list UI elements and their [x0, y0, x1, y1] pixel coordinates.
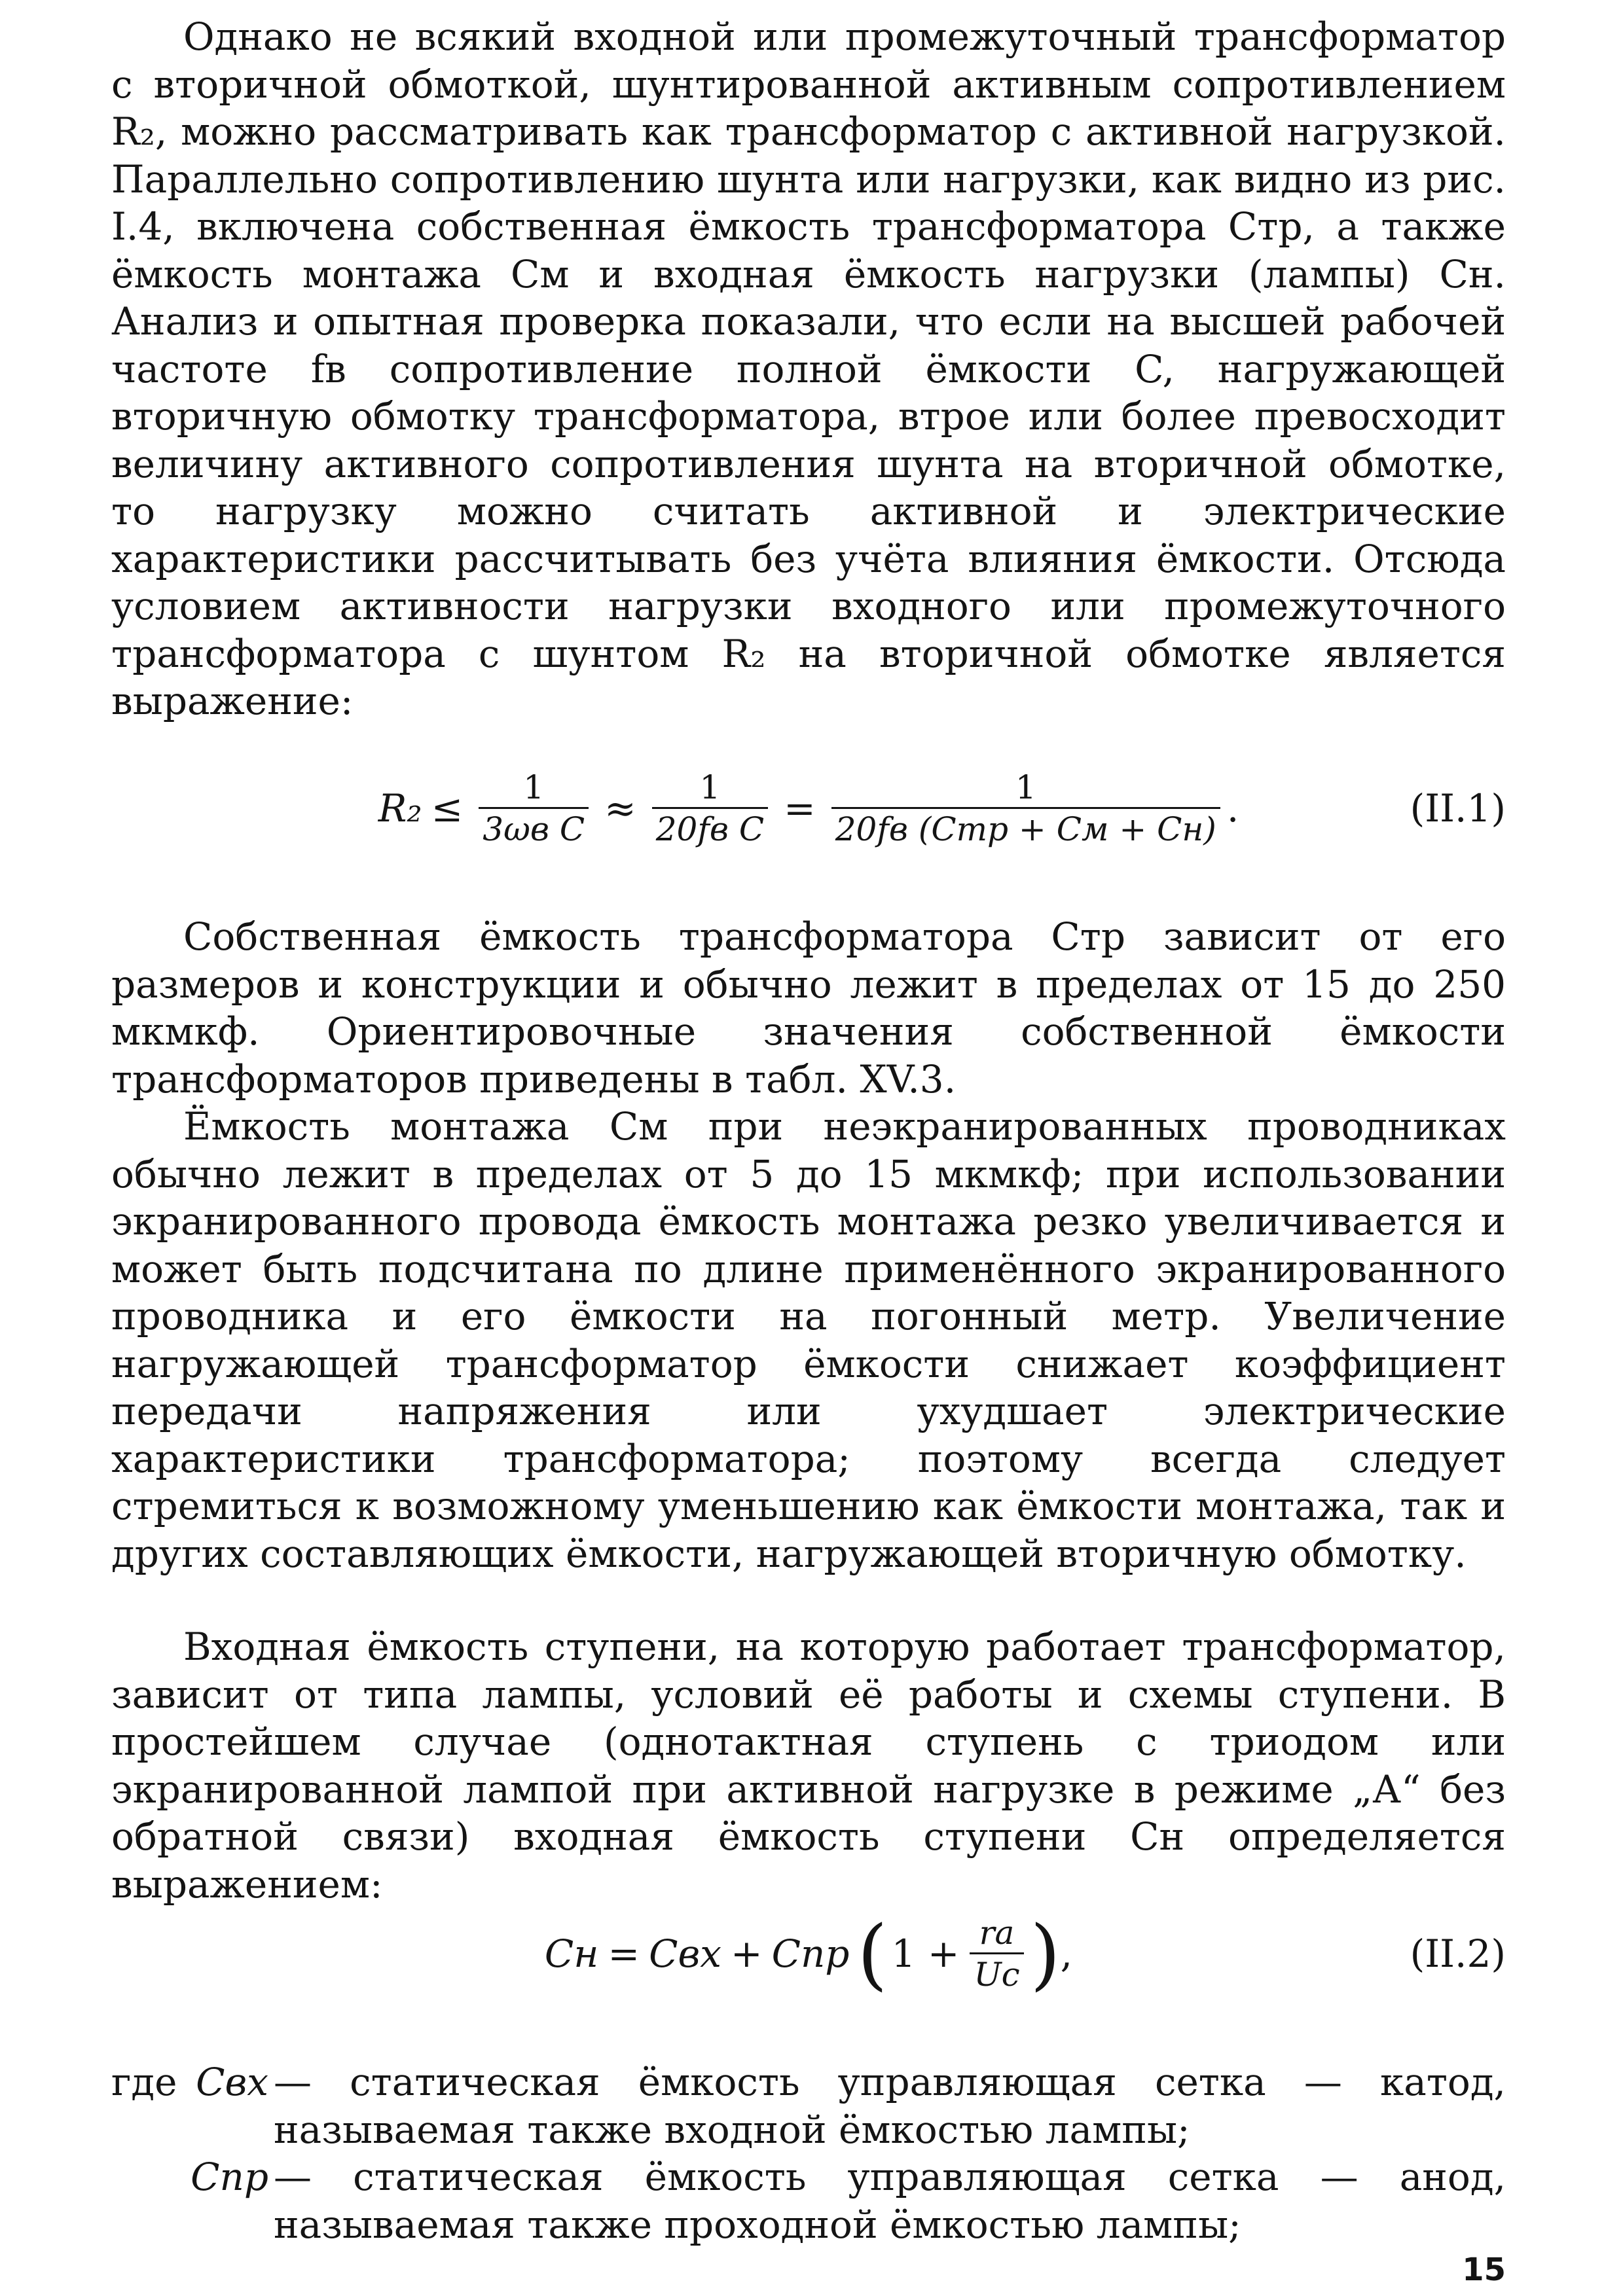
definition-2 — [111, 2153, 1506, 2248]
eq2-lhs: Cн — [544, 1931, 599, 1976]
paragraph-2: Собственная ёмкость трансформатора Cтр зависит от его размеров и конструкции и обычно лежит в пределах от 15 до 250 мкмкф. Ориентировочные значения собственной ёмкости трансформаторов приведены в табл. XV.3. — [111, 914, 1506, 1102]
eq2-number: (II.2) — [1410, 1931, 1506, 1976]
eq1-frac1-num: 1 — [523, 768, 545, 806]
eq1-frac2-num: 1 — [699, 768, 721, 806]
eq1-number: (II.1) — [1410, 786, 1506, 831]
eq1-frac3-den: 20fв (Cтр + Cм + Cн) — [831, 807, 1220, 850]
eq1-frac1 — [479, 768, 589, 850]
definition-1-text: — статическая ёмкость управляющая сетка — катод, называемая также входной ёмкостью лампы; — [274, 2060, 1506, 2152]
eq2-close-paren: ) — [1030, 1909, 1061, 1999]
eq1-frac1-den: 3ωв C — [479, 807, 589, 850]
definition-2-text: — статическая ёмкость управляющая сетка — анод, называемая также проходной ёмкостью лампы; — [274, 2155, 1506, 2247]
eq2-open-paren: ( — [857, 1909, 888, 1999]
eq2-frac — [970, 1913, 1023, 1995]
eq1-frac3 — [831, 768, 1220, 850]
eq2-tail: , — [1060, 1931, 1073, 1976]
eq1-frac2 — [652, 768, 768, 850]
eq2-frac-den: Uс — [970, 1952, 1023, 1995]
equation-II-1 — [111, 759, 1506, 857]
eq1-rel1: ≤ — [431, 786, 464, 831]
eq1-rel3: = — [784, 786, 816, 831]
document-page — [111, 13, 1506, 2288]
eq1-frac2-den: 20fв C — [652, 807, 768, 850]
definition-1-term: Cвх — [196, 2060, 268, 2104]
eq2-plus: + — [730, 1931, 763, 1976]
paragraph-3: Ёмкость монтажа Cм при неэкранированных проводниках обычно лежит в пределах от 5 до 15 мкмкф; при использовании экранированного провода ёмкость монтажа резко увеличивается и может быть подсчитана по длине применённого экранированного проводника и его ёмкости на погонный метр. Увеличение нагружающей трансформатор ёмкости снижает коэффициент передачи напряжения или ухудшает электрические характеристики трансформатора; поэтому всегда следует стремиться к возможному уменьшению как ёмкости монтажа, так и других составляющих ёмкости, нагружающей вторичную обмотку. — [111, 1104, 1506, 1576]
eq1-lhs: R₂ — [378, 786, 422, 831]
eq1-rel2: ≈ — [604, 786, 636, 831]
eq1-frac3-num: 1 — [1015, 768, 1036, 806]
definition-1 — [111, 2058, 1506, 2153]
eq2-term2: Cпр — [771, 1931, 850, 1976]
eq2-frac-num: rа — [979, 1913, 1015, 1952]
page-number: 15 — [1462, 2251, 1506, 2288]
paragraph-4: Входная ёмкость ступени, на которую работает трансформатор, зависит от типа лампы, условий её работы и схемы ступени. В простейшем случае (однотактная ступень с триодом или экранированной лампой при активной нагрузке в режиме „А“ без обратной связи) входная ёмкость ступени Cн определяется выражением: — [111, 1624, 1506, 1907]
eq2-one-plus: 1 + — [891, 1931, 960, 1976]
eq1-tail: . — [1226, 786, 1239, 831]
paragraph-1: Однако не всякий входной или промежуточный трансформатор с вторичной обмоткой, шунтированной активным сопротивлением R₂, можно рассматривать как трансформатор с активной нагрузкой. Параллельно сопротивлению шунта или нагрузки, как видно из рис. I.4, включена собственная ёмкость трансформатора Cтр, а также ёмкость монтажа Cм и входная ёмкость нагрузки (лампы) Cн. Анализ и опытная проверка показали, что если на высшей рабочей частоте fв сопротивление полной ёмкости C, нагружающей вторичную обмотку трансформатора, втрое или более превосходит величину активного сопротивления шунта на вторичной обмотке, то нагрузку можно считать активной и электрические характеристики рассчитывать без учёта влияния ёмкости. Отсюда условием активности нагрузки входного или промежуточного трансформатора с шунтом R₂ на вторичной обмотке является выражение: — [111, 14, 1506, 723]
eq2-term1: Cвх — [649, 1931, 721, 1976]
definition-2-term: Cпр — [191, 2155, 268, 2199]
eq2-rel: = — [608, 1931, 640, 1976]
definitions-lead: где — [111, 2060, 177, 2104]
equation-II-2 — [111, 1905, 1506, 2003]
definitions-list — [111, 2058, 1506, 2248]
